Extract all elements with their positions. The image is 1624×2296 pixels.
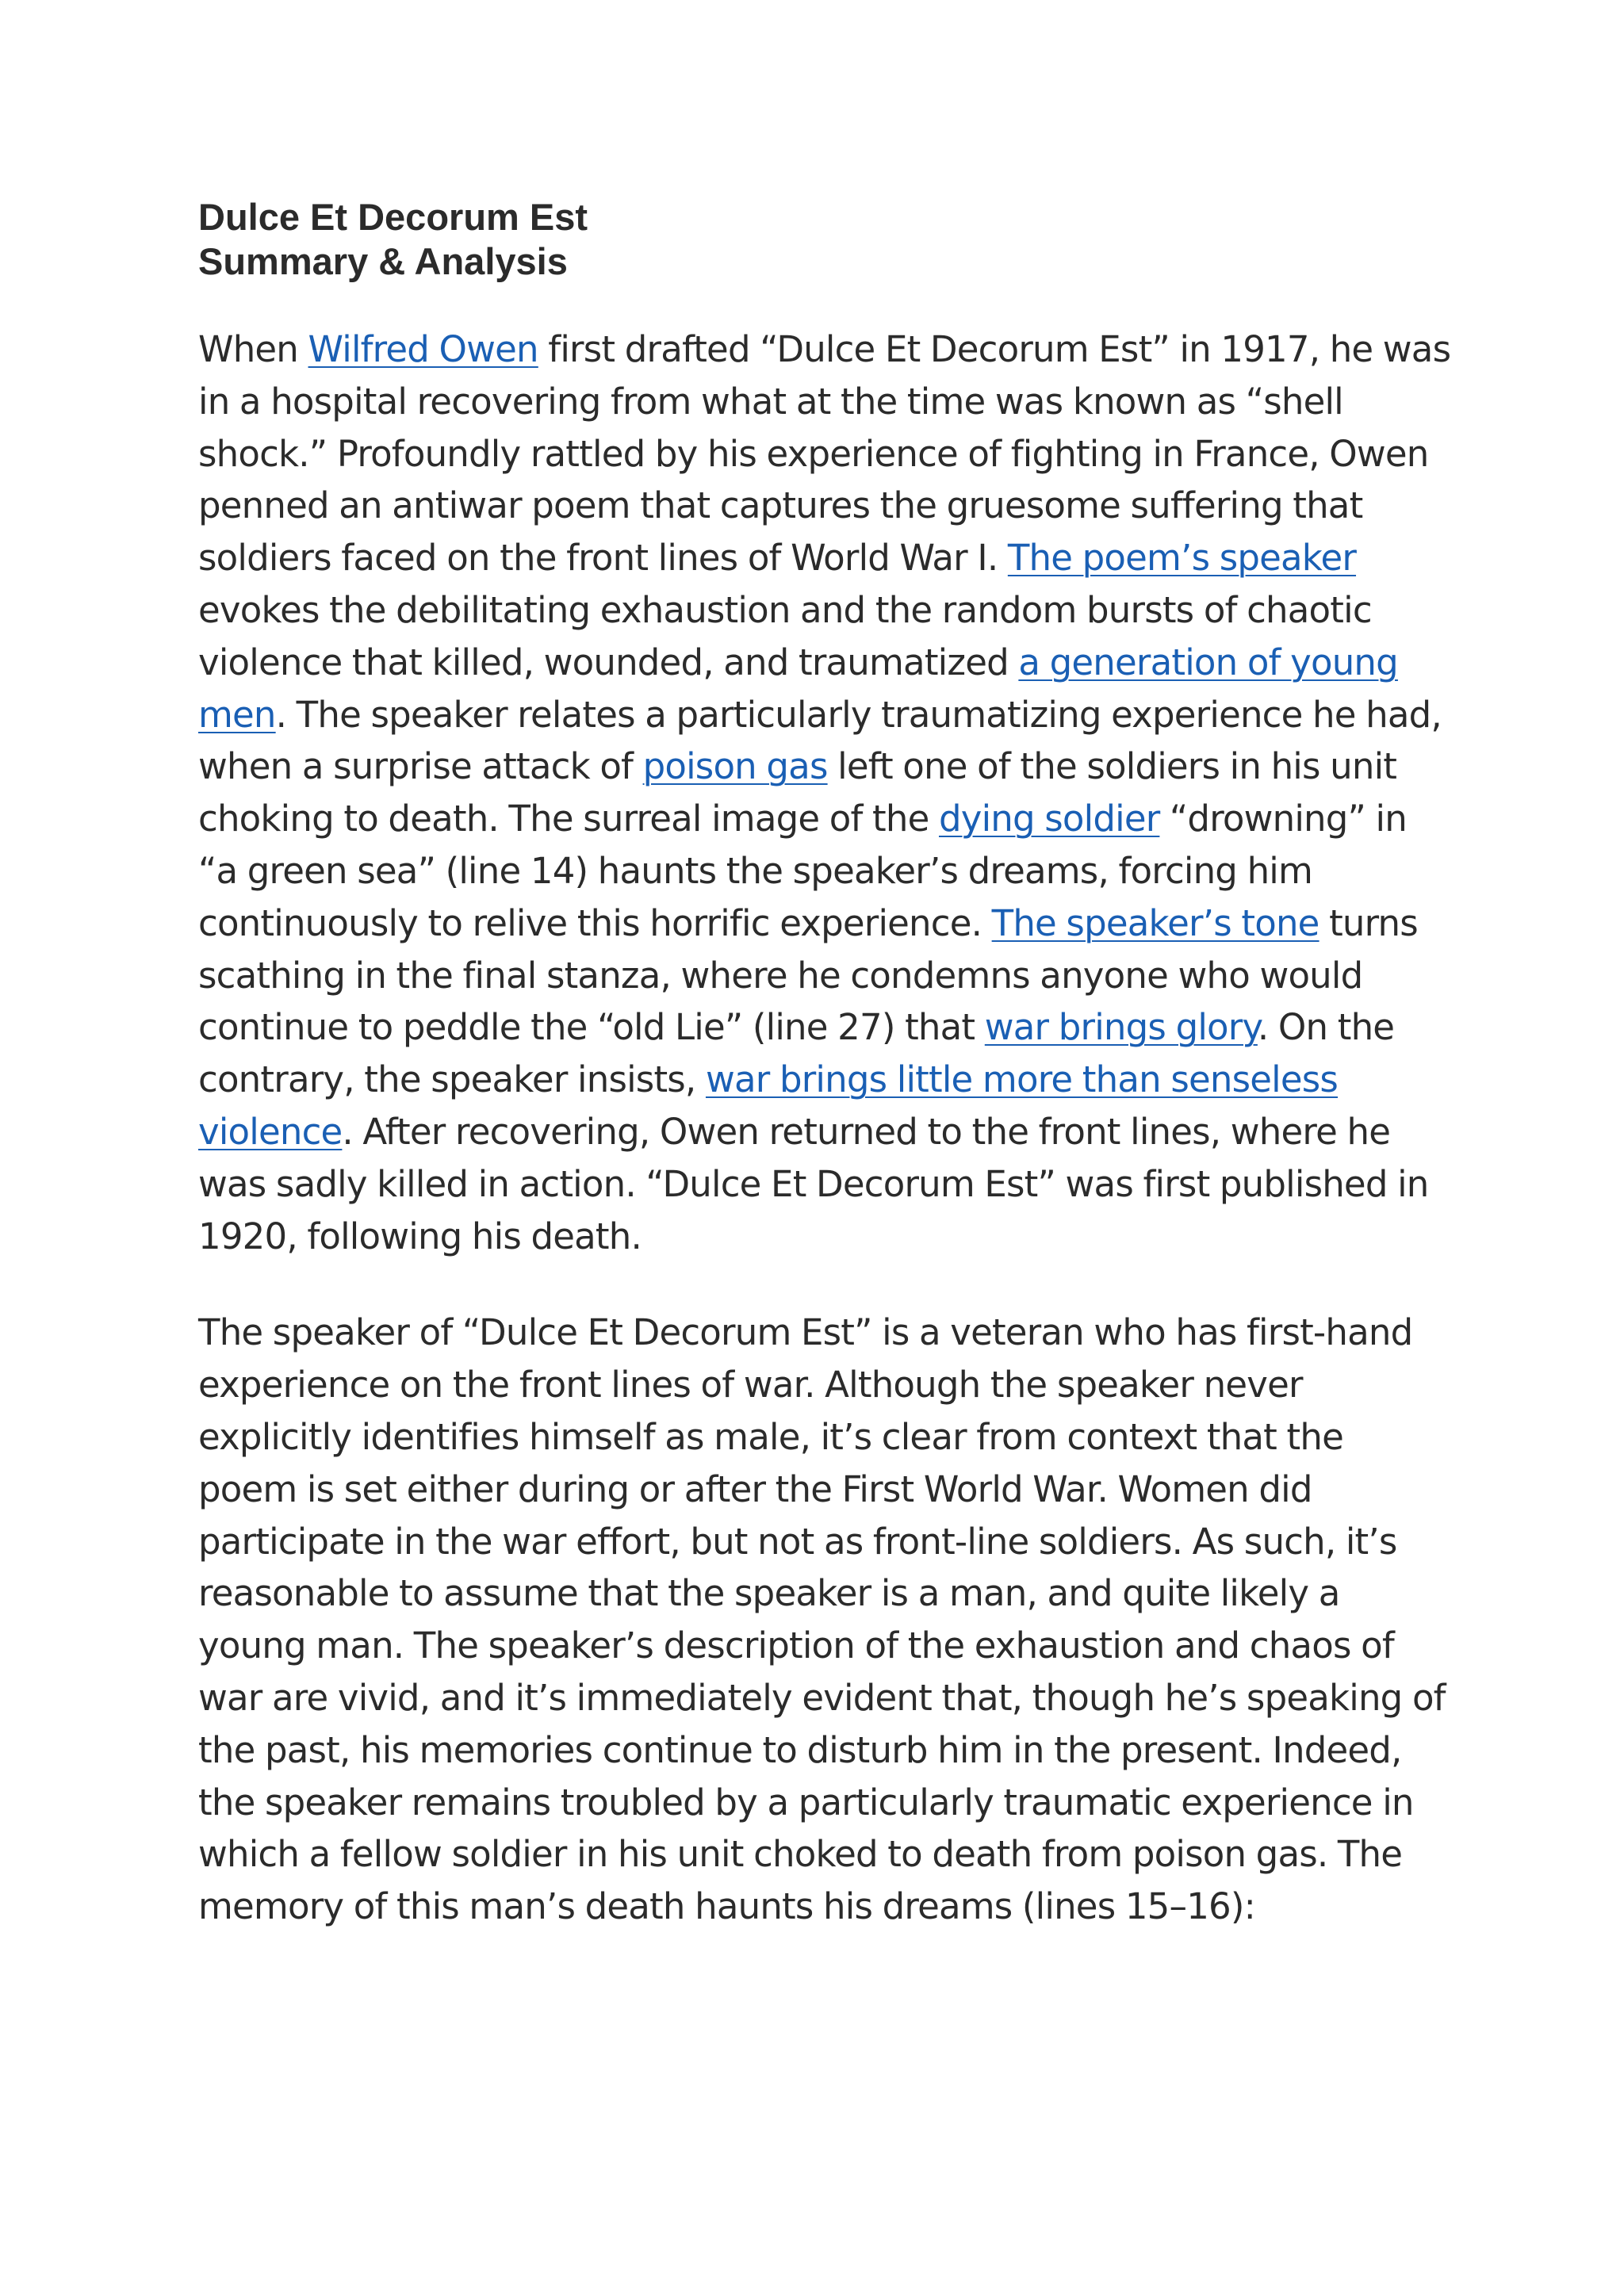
- summary-paragraph: [198, 323, 1451, 1262]
- text-run: When: [198, 328, 308, 370]
- text-run: . The speaker relates a particularly traumatizing experience he had, when a surprise attack of: [198, 693, 1442, 788]
- link-dying-soldier[interactable]: dying soldier: [938, 798, 1160, 840]
- text-run: left one of the soldiers in his unit choking to death. The surreal image of the: [198, 745, 1397, 840]
- document-title: Dulce Et Decorum Est: [198, 196, 588, 238]
- link-poems-speaker[interactable]: The poem’s speaker: [1007, 537, 1357, 580]
- text-run: first drafted “Dulce Et Decorum Est” in 1917, he was in a hospital recovering from what at the time was known as “shell shock.” Profoundly rattled by his experience of fighting in France, Owen penned an antiwar poem that captures the gruesome suffering that soldiers faced on the front lines of World War I.: [198, 328, 1451, 580]
- link-generation-of-young-men[interactable]: a generation of young men: [198, 641, 1398, 736]
- text-run: . On the contrary, the speaker insists,: [198, 1006, 1395, 1101]
- document-subtitle: Summary & Analysis: [198, 240, 568, 282]
- text-run: evokes the debilitating exhaustion and the random bursts of chaotic violence that killed, wounded, and traumatized: [198, 588, 1372, 683]
- text-run: . After recovering, Owen returned to the front lines, where he was sadly killed in action. “Dulce Et Decorum Est” was first published in 1920, following his death.: [198, 1110, 1429, 1257]
- document-page: [198, 195, 1451, 1933]
- link-war-brings-little-more[interactable]: war brings little more than senseless violence: [198, 1058, 1339, 1153]
- document-heading: [198, 195, 1451, 284]
- text-run: turns scathing in the final stanza, where he condemns anyone who would continue to peddle the “old Lie” (line 27) that: [198, 901, 1418, 1049]
- speaker-paragraph: The speaker of “Dulce Et Decorum Est” is a veteran who has first-hand experience on the front lines of war. Although the speaker never explicitly identifies himself as male, it’s clear from context that the poem is set either during or after the First World War. Women did participate in the war effort, but not as front-line soldiers. As such, it’s reasonable to assume that the speaker is a man, and quite likely a young man. The speaker’s description of the exhaustion and chaos of war are vivid, and it’s immediately evident that, though he’s speaking of the past, his memories continue to disturb him in the present. Indeed, the speaker remains troubled by a particularly traumatic experience in which a fellow soldier in his unit choked to death from poison gas. The memory of this man’s death haunts his dreams (lines 15–16):: [198, 1311, 1446, 1928]
- link-poison-gas[interactable]: poison gas: [642, 745, 828, 788]
- text-run: “drowning” in “a green sea” (line 14) haunts the speaker’s dreams, forcing him continuously to relive this horrific experience.: [198, 798, 1407, 944]
- link-wilfred-owen[interactable]: Wilfred Owen: [308, 328, 538, 370]
- link-war-brings-glory[interactable]: war brings glory: [984, 1006, 1258, 1049]
- link-speakers-tone[interactable]: The speaker’s tone: [991, 901, 1320, 944]
